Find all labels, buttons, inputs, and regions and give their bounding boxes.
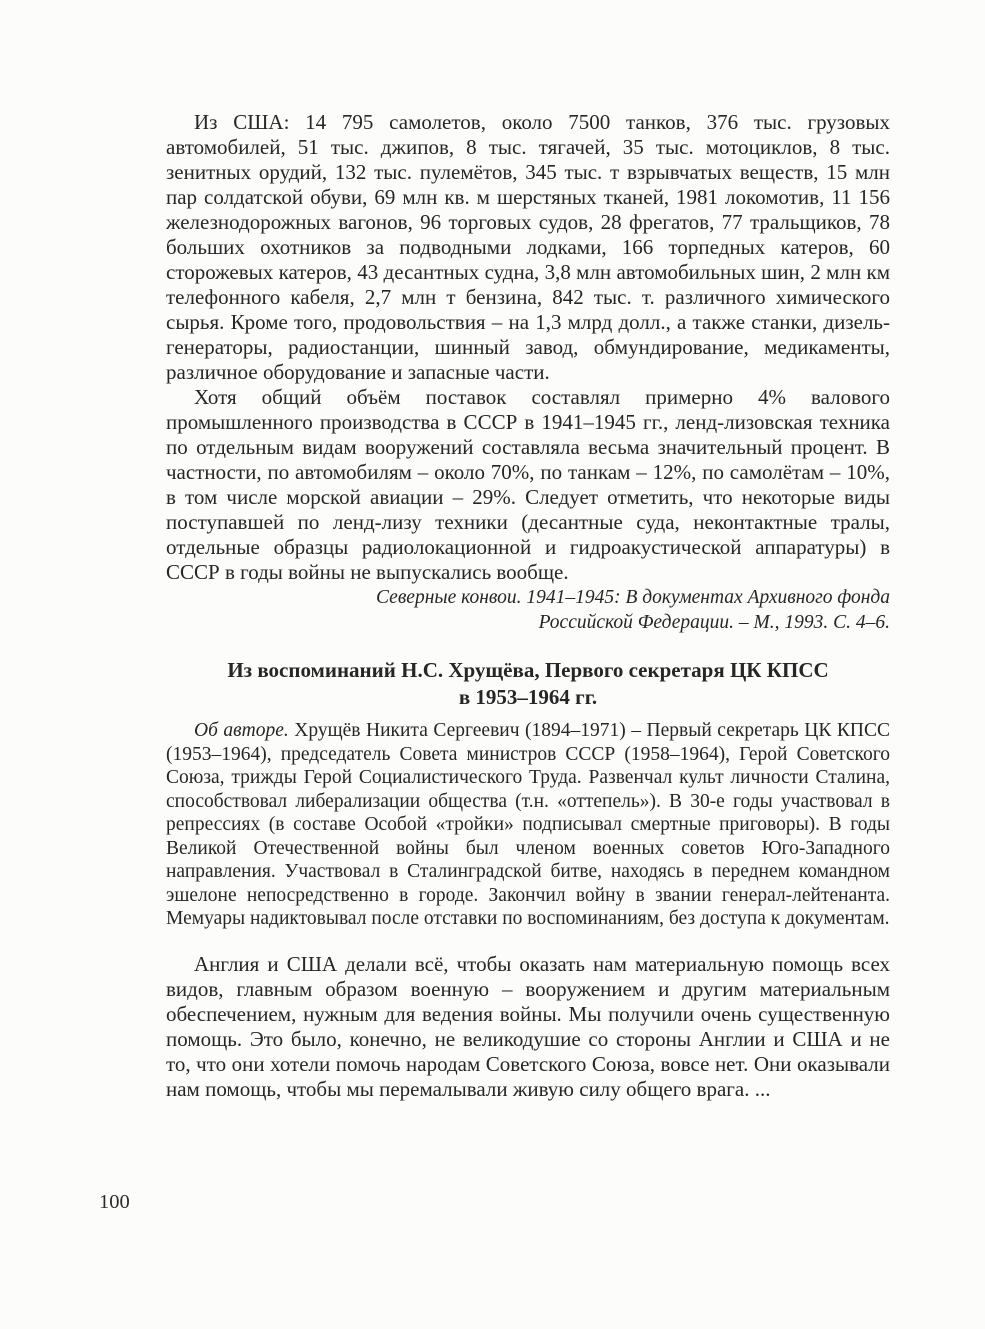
- source-citation-line1: Северные конвои. 1941–1945: В документах Архивного фонда: [376, 587, 890, 608]
- page-number: 100: [99, 1191, 130, 1213]
- paragraph-us-supplies: Из США: 14 795 самолетов, около 7500 танков, 376 тыс. грузовых автомобилей, 51 тыс. джипов, 8 тыс. тягачей, 35 тыс. мотоциклов, 8 тыс. зенитных орудий, 132 тыс. пулемётов, 345 тыс. т взрывчатых веществ, 15 млн пар солдатской обуви, 69 млн кв. м шерстяных тканей, 1981 локомотив, 11 156 железнодорожных вагонов, 96 торговых судов, 28 фрегатов, 77 тральщиков, 78 больших охотников за подводными лодками, 166 торпедных катеров, 60 сторожевых катеров, 43 десантных судна, 3,8 млн автомобильных шин, 2 млн км телефонного кабеля, 2,7 млн т бензина, 842 тыс. т. различного химического сырья. Кроме того, продовольствия – на 1,3 млрд долл., а также станки, дизель-генераторы, радиостанции, шинный завод, обмундирование, медикаменты, различное оборудование и запасные части.: [166, 110, 890, 384]
- paragraph-lend-lease-share: Хотя общий объём поставок составлял примерно 4% валового промышленного производства в СССР в 1941–1945 гг., ленд-лизовская техника по отдельным видам вооружений составляла весьма значительный процент. В частности, по автомобилям – около 70%, по танкам – 12%, по самолётам – 10%, в том числе морской авиации – 29%. Следует отметить, что некоторые виды поступавшей по ленд-лизу техники (десантные суда, неконтактные тралы, отдельные образцы радиолокационной и гидроакустической аппаратуры) в СССР в годы войны не выпускались вообще.: [166, 385, 890, 584]
- section-heading-line2: в 1953–1964 гг.: [458, 685, 598, 709]
- about-author-text: Хрущёв Никита Сергеевич (1894–1971) – Первый секретарь ЦК КПСС (1953–1964), председатель Совета министров СССР (1958–1964), Герой Советского Союза, трижды Герой Социалистического Труда. Развенчал культ личности Сталина, способствовал либерализации общества (т.н. «оттепель»). В 30-е годы участвовал в репрессиях (в составе Особой «тройки» подписывал смертные приговоры). В годы Великой Отечественной войны был членом военных советов Юго-Западного направления. Участвовал в Сталинградской битве, находясь в переднем командном эшелоне непосредственно в городе. Закончил войну в звании генерал-лейтенанта. Мемуары надиктовывал после отставки по воспоминаниям, без доступа к документам.: [166, 720, 891, 929]
- source-citation-line2: Российской Федерации. – М., 1993. С. 4–6.: [538, 612, 890, 633]
- paragraph-memoir-excerpt: Англия и США делали всё, чтобы оказать нам материальную помощь всех видов, главным образом военную – вооружением и другим материальным обеспечением, нужным для ведения войны. Мы получили очень существенную помощь. Это было, конечно, не великодушие со стороны Англии и США и не то, что они хотели помочь народам Советского Союза, вовсе нет. Они оказывали нам помощь, чтобы мы перемалывали живую силу общего врага. ...: [166, 951, 890, 1101]
- about-author-lead: Об авторе.: [194, 720, 289, 741]
- section-heading-line1: Из воспоминаний Н.С. Хрущёва, Первого секретаря ЦК КПСС: [227, 658, 829, 682]
- section-heading: [166, 657, 890, 711]
- text-block: [166, 110, 890, 1102]
- paragraph-about-author: [166, 719, 890, 931]
- source-citation: [166, 585, 890, 635]
